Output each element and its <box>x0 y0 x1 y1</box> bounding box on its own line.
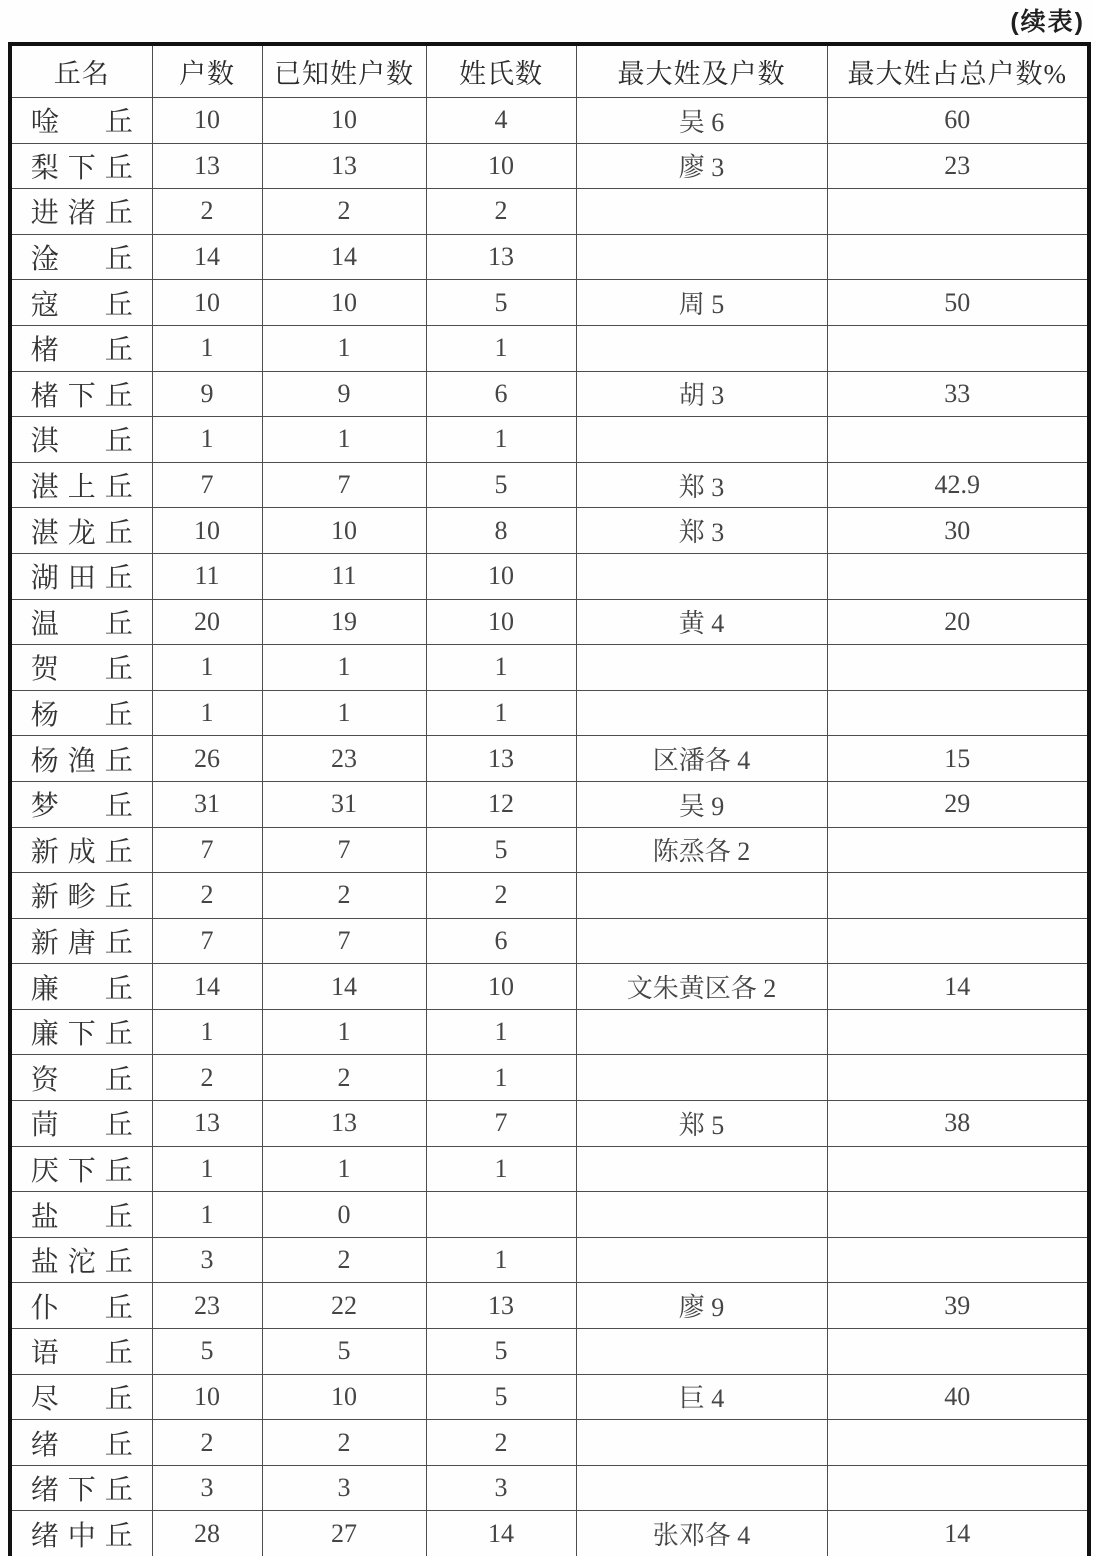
cell-surname-count <box>426 1192 576 1238</box>
cell-largest-surname-pct: 29 <box>827 781 1089 827</box>
qiu-name-text: 杨渔丘 <box>30 745 133 777</box>
cell-largest-surname-pct <box>827 234 1089 280</box>
cell-known-households: 1 <box>262 1009 426 1055</box>
cell-known-households: 5 <box>262 1329 426 1375</box>
cell-surname-count: 2 <box>426 1420 576 1466</box>
cell-qiu-name <box>10 690 152 736</box>
surname-statistics-table <box>8 42 1091 1556</box>
qiu-name-text: 楮丘 <box>30 335 133 367</box>
cell-qiu-name <box>10 280 152 326</box>
cell-qiu-name <box>10 1146 152 1192</box>
cell-qiu-name <box>10 462 152 508</box>
cell-largest-surname-pct: 30 <box>827 508 1089 554</box>
cell-qiu-name <box>10 1465 152 1511</box>
cell-largest-surname-pct: 40 <box>827 1374 1089 1420</box>
table-row <box>10 873 1089 919</box>
cell-largest-surname-pct: 23 <box>827 143 1089 189</box>
cell-largest-surname <box>576 189 827 235</box>
cell-largest-surname-pct <box>827 1329 1089 1375</box>
cell-surname-count: 5 <box>426 462 576 508</box>
cell-households: 1 <box>152 1009 262 1055</box>
cell-known-households: 31 <box>262 781 426 827</box>
cell-largest-surname <box>576 1420 827 1466</box>
qiu-name-text: 湖田丘 <box>30 563 133 595</box>
cell-largest-surname-pct: 42.9 <box>827 462 1089 508</box>
cell-surname-count: 5 <box>426 280 576 326</box>
cell-qiu-name <box>10 918 152 964</box>
cell-households: 28 <box>152 1511 262 1556</box>
qiu-name-text: 廉下丘 <box>30 1019 133 1051</box>
cell-largest-surname: 胡 3 <box>576 371 827 417</box>
cell-qiu-name <box>10 417 152 463</box>
col-header-known-households: 已知姓户数 <box>262 44 426 98</box>
qiu-name-text: 淇丘 <box>30 426 133 458</box>
qiu-name-text: 湛龙丘 <box>30 517 133 549</box>
cell-households: 2 <box>152 189 262 235</box>
cell-largest-surname <box>576 645 827 691</box>
table-row <box>10 1374 1089 1420</box>
cell-largest-surname-pct: 15 <box>827 736 1089 782</box>
table-row <box>10 781 1089 827</box>
cell-households: 5 <box>152 1329 262 1375</box>
cell-known-households: 7 <box>262 918 426 964</box>
cell-surname-count: 1 <box>426 417 576 463</box>
cell-largest-surname-pct <box>827 645 1089 691</box>
table-row <box>10 1101 1089 1147</box>
cell-qiu-name <box>10 234 152 280</box>
table-row <box>10 234 1089 280</box>
cell-largest-surname: 黄 4 <box>576 599 827 645</box>
cell-surname-count: 10 <box>426 143 576 189</box>
cell-largest-surname: 廖 9 <box>576 1283 827 1329</box>
continuation-note: (续表) <box>1010 8 1085 36</box>
qiu-name-text: 寇丘 <box>30 289 133 321</box>
cell-surname-count: 1 <box>426 1237 576 1283</box>
qiu-name-text: 唫丘 <box>30 107 133 139</box>
qiu-name-text: 绪中丘 <box>30 1520 133 1552</box>
table-header <box>10 44 1089 98</box>
table-row <box>10 371 1089 417</box>
cell-largest-surname-pct <box>827 918 1089 964</box>
cell-households: 13 <box>152 143 262 189</box>
cell-largest-surname: 周 5 <box>576 280 827 326</box>
cell-known-households: 7 <box>262 827 426 873</box>
cell-households: 2 <box>152 873 262 919</box>
cell-largest-surname: 郑 3 <box>576 462 827 508</box>
cell-surname-count: 6 <box>426 371 576 417</box>
cell-largest-surname-pct: 39 <box>827 1283 1089 1329</box>
qiu-name-text: 梦丘 <box>30 791 133 823</box>
cell-largest-surname-pct: 33 <box>827 371 1089 417</box>
cell-largest-surname-pct <box>827 873 1089 919</box>
cell-households: 31 <box>152 781 262 827</box>
cell-surname-count: 5 <box>426 1329 576 1375</box>
cell-surname-count: 3 <box>426 1465 576 1511</box>
table-row <box>10 1511 1089 1556</box>
cell-known-households: 10 <box>262 508 426 554</box>
cell-largest-surname-pct <box>827 1009 1089 1055</box>
cell-largest-surname-pct <box>827 1055 1089 1101</box>
cell-known-households: 11 <box>262 553 426 599</box>
table-row <box>10 1420 1089 1466</box>
cell-known-households: 1 <box>262 417 426 463</box>
cell-surname-count: 1 <box>426 1055 576 1101</box>
cell-qiu-name <box>10 781 152 827</box>
qiu-name-text: 温丘 <box>30 608 133 640</box>
cell-largest-surname-pct <box>827 553 1089 599</box>
cell-surname-count: 13 <box>426 1283 576 1329</box>
cell-households: 1 <box>152 1146 262 1192</box>
cell-known-households: 13 <box>262 143 426 189</box>
qiu-name-text: 仆丘 <box>30 1292 133 1324</box>
cell-qiu-name <box>10 371 152 417</box>
table-row <box>10 417 1089 463</box>
cell-largest-surname <box>576 1465 827 1511</box>
cell-households: 9 <box>152 371 262 417</box>
cell-households: 23 <box>152 1283 262 1329</box>
qiu-name-text: 厌下丘 <box>30 1155 133 1187</box>
cell-largest-surname: 郑 5 <box>576 1101 827 1147</box>
cell-largest-surname: 文朱黄区各 2 <box>576 964 827 1010</box>
qiu-name-text: 湛上丘 <box>30 472 133 504</box>
cell-largest-surname <box>576 234 827 280</box>
cell-known-households: 19 <box>262 599 426 645</box>
cell-households: 11 <box>152 553 262 599</box>
cell-known-households: 1 <box>262 690 426 736</box>
cell-households: 1 <box>152 690 262 736</box>
cell-households: 3 <box>152 1237 262 1283</box>
qiu-name-text: 廉丘 <box>30 973 133 1005</box>
cell-largest-surname-pct: 14 <box>827 964 1089 1010</box>
cell-largest-surname-pct <box>827 827 1089 873</box>
col-header-qiu-name: 丘名 <box>10 44 152 98</box>
qiu-name-text: 淦丘 <box>30 244 133 276</box>
cell-largest-surname-pct <box>827 690 1089 736</box>
cell-largest-surname: 陈烝各 2 <box>576 827 827 873</box>
cell-qiu-name <box>10 1329 152 1375</box>
cell-households: 7 <box>152 827 262 873</box>
qiu-name-text: 资丘 <box>30 1064 133 1096</box>
cell-largest-surname-pct <box>827 1465 1089 1511</box>
cell-largest-surname <box>576 918 827 964</box>
cell-known-households: 13 <box>262 1101 426 1147</box>
cell-largest-surname: 区潘各 4 <box>576 736 827 782</box>
cell-surname-count: 2 <box>426 873 576 919</box>
cell-surname-count: 5 <box>426 1374 576 1420</box>
cell-qiu-name <box>10 325 152 371</box>
cell-qiu-name <box>10 827 152 873</box>
cell-surname-count: 2 <box>426 189 576 235</box>
cell-households: 2 <box>152 1420 262 1466</box>
cell-surname-count: 10 <box>426 599 576 645</box>
col-header-households: 户数 <box>152 44 262 98</box>
cell-largest-surname-pct <box>827 417 1089 463</box>
cell-households: 10 <box>152 280 262 326</box>
cell-largest-surname-pct: 14 <box>827 1511 1089 1556</box>
cell-households: 20 <box>152 599 262 645</box>
cell-known-households: 1 <box>262 645 426 691</box>
cell-qiu-name <box>10 599 152 645</box>
cell-households: 7 <box>152 462 262 508</box>
cell-largest-surname-pct: 20 <box>827 599 1089 645</box>
cell-households: 10 <box>152 98 262 144</box>
cell-households: 10 <box>152 1374 262 1420</box>
table-row <box>10 1465 1089 1511</box>
table-row <box>10 1192 1089 1238</box>
cell-households: 14 <box>152 964 262 1010</box>
table-row <box>10 462 1089 508</box>
cell-largest-surname <box>576 417 827 463</box>
cell-qiu-name <box>10 964 152 1010</box>
cell-qiu-name <box>10 508 152 554</box>
qiu-name-text: 茼丘 <box>30 1110 133 1142</box>
qiu-name-text: 梨下丘 <box>30 152 133 184</box>
cell-known-households: 23 <box>262 736 426 782</box>
cell-surname-count: 1 <box>426 1009 576 1055</box>
table-row <box>10 690 1089 736</box>
table-row <box>10 508 1089 554</box>
qiu-name-text: 新唐丘 <box>30 927 133 959</box>
cell-qiu-name <box>10 1101 152 1147</box>
cell-largest-surname <box>576 1055 827 1101</box>
cell-surname-count: 6 <box>426 918 576 964</box>
table-body <box>10 98 1089 1556</box>
cell-known-households: 3 <box>262 1465 426 1511</box>
cell-surname-count: 13 <box>426 234 576 280</box>
table-row <box>10 1329 1089 1375</box>
qiu-name-text: 新畛丘 <box>30 882 133 914</box>
table-row <box>10 143 1089 189</box>
table-row <box>10 645 1089 691</box>
cell-known-households: 9 <box>262 371 426 417</box>
cell-surname-count: 1 <box>426 645 576 691</box>
cell-largest-surname <box>576 1192 827 1238</box>
cell-largest-surname-pct: 38 <box>827 1101 1089 1147</box>
cell-qiu-name <box>10 736 152 782</box>
table-row <box>10 964 1089 1010</box>
cell-known-households: 7 <box>262 462 426 508</box>
cell-largest-surname <box>576 1009 827 1055</box>
col-header-largest-surname: 最大姓及户数 <box>576 44 827 98</box>
cell-qiu-name <box>10 873 152 919</box>
cell-largest-surname-pct <box>827 189 1089 235</box>
cell-qiu-name <box>10 1055 152 1101</box>
table-row <box>10 189 1089 235</box>
cell-surname-count: 8 <box>426 508 576 554</box>
col-header-largest-surname-pct: 最大姓占总户数% <box>827 44 1089 98</box>
table-row <box>10 280 1089 326</box>
table-row <box>10 827 1089 873</box>
cell-households: 7 <box>152 918 262 964</box>
cell-qiu-name <box>10 1283 152 1329</box>
cell-largest-surname <box>576 1329 827 1375</box>
cell-largest-surname <box>576 1237 827 1283</box>
qiu-name-text: 楮下丘 <box>30 380 133 412</box>
cell-largest-surname-pct: 50 <box>827 280 1089 326</box>
cell-largest-surname-pct <box>827 1146 1089 1192</box>
cell-known-households: 10 <box>262 98 426 144</box>
cell-largest-surname-pct <box>827 1420 1089 1466</box>
cell-largest-surname <box>576 873 827 919</box>
cell-qiu-name <box>10 1420 152 1466</box>
cell-households: 2 <box>152 1055 262 1101</box>
cell-known-households: 2 <box>262 873 426 919</box>
cell-surname-count: 14 <box>426 1511 576 1556</box>
qiu-name-text: 绪丘 <box>30 1429 133 1461</box>
cell-surname-count: 12 <box>426 781 576 827</box>
cell-qiu-name <box>10 645 152 691</box>
qiu-name-text: 绪下丘 <box>30 1475 133 1507</box>
cell-surname-count: 5 <box>426 827 576 873</box>
cell-households: 1 <box>152 417 262 463</box>
cell-surname-count: 1 <box>426 1146 576 1192</box>
table-row <box>10 98 1089 144</box>
cell-households: 26 <box>152 736 262 782</box>
cell-surname-count: 13 <box>426 736 576 782</box>
qiu-name-text: 语丘 <box>30 1338 133 1370</box>
cell-largest-surname <box>576 553 827 599</box>
cell-qiu-name <box>10 1192 152 1238</box>
cell-households: 10 <box>152 508 262 554</box>
cell-known-households: 2 <box>262 1420 426 1466</box>
header-row <box>10 44 1089 98</box>
cell-largest-surname: 吴 6 <box>576 98 827 144</box>
qiu-name-text: 贺丘 <box>30 654 133 686</box>
qiu-name-text: 进渚丘 <box>30 198 133 230</box>
table-row <box>10 1009 1089 1055</box>
cell-largest-surname: 吴 9 <box>576 781 827 827</box>
cell-surname-count: 7 <box>426 1101 576 1147</box>
qiu-name-text: 杨丘 <box>30 700 133 732</box>
cell-households: 1 <box>152 1192 262 1238</box>
cell-qiu-name <box>10 1237 152 1283</box>
cell-qiu-name <box>10 98 152 144</box>
cell-households: 14 <box>152 234 262 280</box>
table-row <box>10 325 1089 371</box>
cell-qiu-name <box>10 553 152 599</box>
cell-households: 13 <box>152 1101 262 1147</box>
table-row <box>10 553 1089 599</box>
cell-largest-surname-pct <box>827 1237 1089 1283</box>
table-row <box>10 918 1089 964</box>
qiu-name-text: 盐沱丘 <box>30 1247 133 1279</box>
cell-known-households: 14 <box>262 964 426 1010</box>
cell-surname-count: 10 <box>426 553 576 599</box>
cell-qiu-name <box>10 1374 152 1420</box>
qiu-name-text: 尽丘 <box>30 1383 133 1415</box>
cell-known-households: 14 <box>262 234 426 280</box>
cell-largest-surname: 张邓各 4 <box>576 1511 827 1556</box>
cell-known-households: 2 <box>262 189 426 235</box>
cell-qiu-name <box>10 189 152 235</box>
cell-qiu-name <box>10 143 152 189</box>
cell-surname-count: 1 <box>426 690 576 736</box>
cell-surname-count: 10 <box>426 964 576 1010</box>
cell-known-households: 0 <box>262 1192 426 1238</box>
cell-households: 3 <box>152 1465 262 1511</box>
cell-known-households: 2 <box>262 1237 426 1283</box>
cell-largest-surname <box>576 690 827 736</box>
cell-surname-count: 4 <box>426 98 576 144</box>
qiu-name-text: 盐丘 <box>30 1201 133 1233</box>
cell-qiu-name <box>10 1009 152 1055</box>
cell-largest-surname-pct <box>827 1192 1089 1238</box>
cell-largest-surname: 廖 3 <box>576 143 827 189</box>
qiu-name-text: 新成丘 <box>30 836 133 868</box>
table-row <box>10 1283 1089 1329</box>
cell-known-households: 22 <box>262 1283 426 1329</box>
table-row <box>10 736 1089 782</box>
table-row <box>10 599 1089 645</box>
table-row <box>10 1146 1089 1192</box>
cell-largest-surname-pct: 60 <box>827 98 1089 144</box>
table-row <box>10 1055 1089 1101</box>
cell-largest-surname <box>576 1146 827 1192</box>
cell-surname-count: 1 <box>426 325 576 371</box>
cell-qiu-name <box>10 1511 152 1556</box>
cell-largest-surname: 巨 4 <box>576 1374 827 1420</box>
cell-known-households: 10 <box>262 1374 426 1420</box>
cell-known-households: 10 <box>262 280 426 326</box>
cell-largest-surname <box>576 325 827 371</box>
cell-known-households: 2 <box>262 1055 426 1101</box>
col-header-surname-count: 姓氏数 <box>426 44 576 98</box>
table-row <box>10 1237 1089 1283</box>
cell-households: 1 <box>152 645 262 691</box>
cell-known-households: 1 <box>262 325 426 371</box>
cell-largest-surname: 郑 3 <box>576 508 827 554</box>
cell-known-households: 27 <box>262 1511 426 1556</box>
cell-largest-surname-pct <box>827 325 1089 371</box>
cell-households: 1 <box>152 325 262 371</box>
cell-known-households: 1 <box>262 1146 426 1192</box>
